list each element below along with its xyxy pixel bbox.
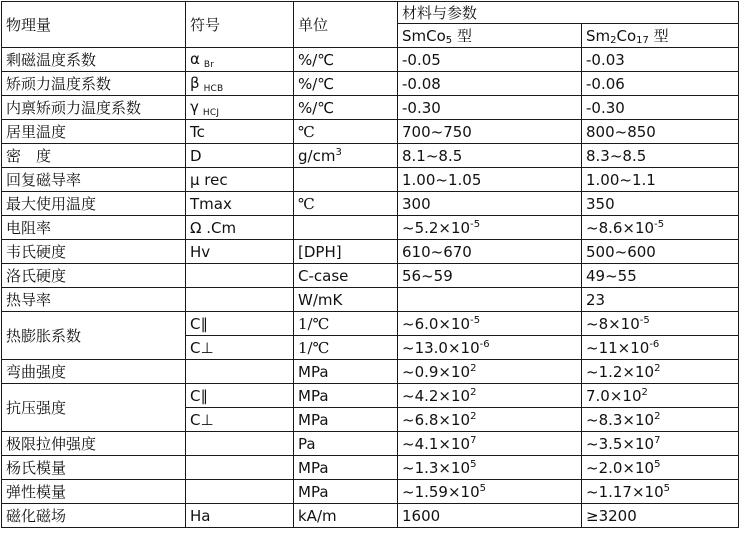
row-symbol — [186, 360, 294, 384]
row-value-sm2co17: 49~55 — [582, 264, 739, 288]
row-symbol: C∥ — [186, 312, 294, 336]
row-value-smco5: $\sim 4.1\times 10^7$ — [398, 432, 582, 456]
row-symbol: β $_{HCB}$ — [186, 72, 294, 96]
row-value-sm2co17: -0.06 — [582, 72, 739, 96]
row-name: 极限拉伸强度 — [2, 432, 186, 456]
row-name: 内禀矫顽力温度系数 — [2, 96, 186, 120]
table-row — [2, 168, 739, 192]
row-symbol: Tc — [186, 120, 294, 144]
row-name: 矫顽力温度系数 — [2, 72, 186, 96]
row-unit: %/℃ — [294, 96, 398, 120]
table-row — [2, 480, 739, 504]
row-value-sm2co17: $\sim 2.0\times 10^5$ — [582, 456, 739, 480]
row-value-sm2co17: -0.03 — [582, 48, 739, 72]
row-value-sm2co17: $\sim 11\times 10^{-6}$ — [582, 336, 739, 360]
row-value-sm2co17: $\sim 8\times 10^{-5}$ — [582, 312, 739, 336]
row-value-sm2co17: $\sim 3.5\times 10^7$ — [582, 432, 739, 456]
row-value-sm2co17: 8.3~8.5 — [582, 144, 739, 168]
row-symbol: C⊥ — [186, 408, 294, 432]
row-value-smco5: 56~59 — [398, 264, 582, 288]
row-unit: 1/℃ — [294, 336, 398, 360]
header-smco5: SmCo$_5$ 型 — [398, 24, 582, 48]
row-unit: ℃ — [294, 192, 398, 216]
row-value-smco5: $\sim 5.2\times 10^{-5}$ — [398, 216, 582, 240]
row-value-smco5: 1.00~1.05 — [398, 168, 582, 192]
row-unit: C-case — [294, 264, 398, 288]
row-value-smco5: $\sim 6.8\times 10^2$ — [398, 408, 582, 432]
row-value-sm2co17: $\sim 1.2\times 10^2$ — [582, 360, 739, 384]
row-unit: %/℃ — [294, 48, 398, 72]
row-value-smco5: 610~670 — [398, 240, 582, 264]
row-value-sm2co17: -0.30 — [582, 96, 739, 120]
row-value-smco5: -0.05 — [398, 48, 582, 72]
row-name: 最大使用温度 — [2, 192, 186, 216]
table-row — [2, 120, 739, 144]
row-name: 磁化磁场 — [2, 504, 186, 528]
row-name: 居里温度 — [2, 120, 186, 144]
row-unit: kA/m — [294, 504, 398, 528]
material-properties-table — [1, 1, 739, 528]
row-symbol — [186, 288, 294, 312]
row-value-smco5: 300 — [398, 192, 582, 216]
row-value-smco5 — [398, 288, 582, 312]
row-value-sm2co17: 500~600 — [582, 240, 739, 264]
row-unit: MPa — [294, 456, 398, 480]
table-row — [2, 48, 739, 72]
table-row — [2, 384, 739, 408]
table-row — [2, 264, 739, 288]
table-row — [2, 288, 739, 312]
row-symbol — [186, 456, 294, 480]
row-symbol: μ rec — [186, 168, 294, 192]
header-material-params: 材料与参数 — [398, 2, 739, 24]
row-unit: MPa — [294, 408, 398, 432]
row-value-sm2co17: $\sim 8.3\times 10^2$ — [582, 408, 739, 432]
row-name: 剩磁温度系数 — [2, 48, 186, 72]
header-quantity: 物理量 — [2, 2, 186, 48]
row-name: 回复磁导率 — [2, 168, 186, 192]
row-value-smco5: $\sim 4.2\times 10^2$ — [398, 384, 582, 408]
row-name: 弹性模量 — [2, 480, 186, 504]
row-value-smco5: -0.30 — [398, 96, 582, 120]
row-value-sm2co17: ≥3200 — [582, 504, 739, 528]
row-symbol: Hv — [186, 240, 294, 264]
header-symbol: 符号 — [186, 2, 294, 48]
table-row — [2, 456, 739, 480]
table-row — [2, 72, 739, 96]
row-symbol — [186, 480, 294, 504]
row-value-smco5: 700~750 — [398, 120, 582, 144]
row-symbol: C∥ — [186, 384, 294, 408]
table-row — [2, 312, 739, 336]
row-value-smco5: $\sim 0.9\times 10^2$ — [398, 360, 582, 384]
row-symbol: Ha — [186, 504, 294, 528]
table-row — [2, 360, 739, 384]
row-name: 密 度 — [2, 144, 186, 168]
row-symbol: Ω .Cm — [186, 216, 294, 240]
header-unit: 单位 — [294, 2, 398, 48]
row-symbol — [186, 264, 294, 288]
row-value-sm2co17: $7.0\times 10^2$ — [582, 384, 739, 408]
row-value-sm2co17: 1.00~1.1 — [582, 168, 739, 192]
row-symbol — [186, 432, 294, 456]
row-name: 弯曲强度 — [2, 360, 186, 384]
row-symbol: C⊥ — [186, 336, 294, 360]
row-unit: ℃ — [294, 120, 398, 144]
row-unit — [294, 216, 398, 240]
table-row — [2, 240, 739, 264]
row-value-smco5: $\sim 13.0\times 10^{-6}$ — [398, 336, 582, 360]
row-unit: %/℃ — [294, 72, 398, 96]
row-name: 热导率 — [2, 288, 186, 312]
row-name: 洛氏硬度 — [2, 264, 186, 288]
row-name-compressive: 抗压强度 — [2, 384, 186, 432]
row-unit: MPa — [294, 360, 398, 384]
row-value-sm2co17: $\sim 8.6\times 10^{-5}$ — [582, 216, 739, 240]
row-name: 杨氏模量 — [2, 456, 186, 480]
table-row — [2, 144, 739, 168]
row-value-smco5: 8.1~8.5 — [398, 144, 582, 168]
table-row — [2, 216, 739, 240]
row-unit: MPa — [294, 384, 398, 408]
header-row-1 — [2, 2, 739, 24]
row-symbol: γ $_{HCJ}$ — [186, 96, 294, 120]
row-name: 电阻率 — [2, 216, 186, 240]
row-value-smco5: $\sim 1.59\times 10^5$ — [398, 480, 582, 504]
row-value-sm2co17: $\sim 1.17\times 10^5$ — [582, 480, 739, 504]
row-unit — [294, 168, 398, 192]
row-value-smco5: $\sim 1.3\times 10^5$ — [398, 456, 582, 480]
row-symbol: Tmax — [186, 192, 294, 216]
table-row — [2, 504, 739, 528]
table-row — [2, 96, 739, 120]
row-unit: $g/cm^3$ — [294, 144, 398, 168]
row-unit: Pa — [294, 432, 398, 456]
row-unit: MPa — [294, 480, 398, 504]
row-symbol: D — [186, 144, 294, 168]
row-value-sm2co17: 350 — [582, 192, 739, 216]
table-row — [2, 432, 739, 456]
row-symbol: α $_{Br}$ — [186, 48, 294, 72]
row-value-smco5: 1600 — [398, 504, 582, 528]
row-value-smco5: $\sim 6.0\times 10^{-5}$ — [398, 312, 582, 336]
row-value-sm2co17: 800~850 — [582, 120, 739, 144]
row-unit: W/mK — [294, 288, 398, 312]
row-value-smco5: -0.08 — [398, 72, 582, 96]
row-unit: [DPH] — [294, 240, 398, 264]
row-value-sm2co17: 23 — [582, 288, 739, 312]
row-unit: 1/℃ — [294, 312, 398, 336]
table-row — [2, 192, 739, 216]
row-name: 韦氏硬度 — [2, 240, 186, 264]
header-sm2co17: $Sm_2Co_{17}$ 型 — [582, 24, 739, 48]
row-name-thermal-expansion: 热膨胀系数 — [2, 312, 186, 360]
